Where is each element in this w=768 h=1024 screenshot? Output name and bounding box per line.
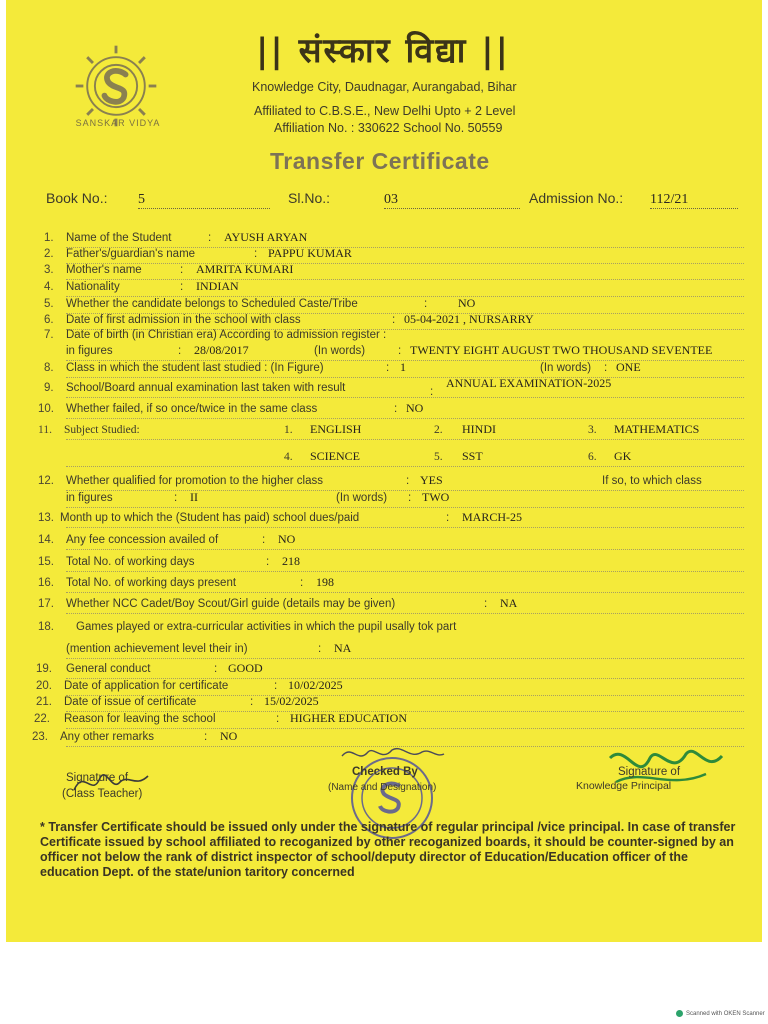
field-row-12: 12. Whether qualified for promotion to the higher class : YES If so, to which class: [6, 475, 762, 491]
field-label: If so, to which class: [602, 475, 702, 487]
field-number: 9.: [44, 382, 54, 394]
admission-no-value: 112/21: [650, 192, 738, 209]
field-row-17: 17. Whether NCC Cadet/Boy Scout/Girl guide (details may be given) : NA: [6, 598, 762, 614]
field-number: 11.: [38, 424, 52, 436]
field-number: 1.: [44, 232, 54, 244]
field-number: 4.: [44, 281, 54, 293]
school-name-hindi: || संस्कार विद्या ||: [256, 31, 510, 71]
field-number: 8.: [44, 362, 54, 374]
subject-number: 2.: [434, 424, 443, 436]
field-row-9: 9. School/Board annual examination last taken with result : ANNUAL EXAMINATION-2025: [6, 382, 762, 398]
dues-paid-value: MARCH-25: [462, 510, 523, 524]
book-no-label: Book No.:: [46, 190, 108, 206]
subject-number: 3.: [588, 424, 597, 436]
admission-no-label: Admission No.:: [529, 190, 624, 206]
field-number: 6.: [44, 314, 54, 326]
class-teacher-caption: (Class Teacher): [62, 788, 143, 800]
field-row-10: 10. Whether failed, if so once/twice in the same class : NO: [6, 403, 762, 419]
field-number: 5.: [44, 298, 54, 310]
sl-no-value: 03: [384, 192, 520, 209]
fee-concession-value: NO: [278, 532, 296, 546]
nationality-value: INDIAN: [196, 279, 239, 293]
working-days-value: 218: [282, 554, 300, 568]
field-number: 7.: [44, 329, 54, 341]
subject-name: MATHEMATICS: [614, 422, 700, 436]
field-label: (In words): [336, 492, 388, 504]
field-label: Class in which the student last studied : (In Figure): [66, 362, 324, 374]
teacher-signature-icon: [70, 762, 160, 802]
field-label: in figures: [66, 492, 113, 504]
field-number: 19.: [36, 663, 52, 675]
field-label: Any fee concession availed of: [66, 534, 219, 546]
field-row-20: 20. Date of application for certificate : 10/02/2025: [6, 680, 762, 696]
field-label: Whether the candidate belongs to Scheduled Caste/Tribe: [66, 298, 358, 310]
book-no-value: 5: [138, 192, 270, 209]
failed-value: NO: [406, 401, 424, 415]
subject-number: 5.: [434, 451, 443, 463]
issue-date-value: 15/02/2025: [264, 694, 319, 708]
certificate-sheet: [6, 0, 762, 942]
field-row-8: 8. Class in which the student last studied : (In Figure) : 1 (In words) : ONE: [6, 362, 762, 378]
exam-result-value: ANNUAL EXAMINATION-2025: [446, 376, 612, 390]
field-label: General conduct: [66, 663, 151, 675]
field-row-6: 6. Date of first admission in the school with class : 05-04-2021 , NURSARRY: [6, 314, 762, 330]
field-label: Games played or extra-curricular activities in which the pupil usally tok part: [76, 621, 457, 633]
last-class-words-value: ONE: [616, 360, 641, 374]
field-row-11b: [6, 451, 762, 467]
field-label: Whether NCC Cadet/Boy Scout/Girl guide (details may be given): [66, 598, 396, 610]
field-row-14: 14. Any fee concession availed of : NO: [6, 534, 762, 550]
field-number: 20.: [36, 680, 52, 692]
field-label: Total No. of working days present: [66, 577, 237, 589]
subject-number: 6.: [588, 451, 597, 463]
field-row-4: 4. Nationality : INDIAN: [6, 281, 762, 297]
principal-signature-label: Signature of: [618, 766, 681, 778]
field-number: 13.: [38, 512, 54, 524]
field-row-16: 16. Total No. of working days present : 198: [6, 577, 762, 593]
field-label: (In words): [314, 345, 366, 357]
field-label: Whether failed, if so once/twice in the same class: [66, 403, 318, 415]
field-number: 22.: [34, 713, 50, 725]
principal-caption: Knowledge Principal: [576, 780, 672, 792]
field-number: 15.: [38, 556, 54, 568]
field-row-3: 3. Mother's name : AMRITA KUMARI: [6, 264, 762, 280]
dob-words-value: TWENTY EIGHT AUGUST TWO THOUSAND SEVENTEE: [410, 343, 713, 357]
subject-number: 4.: [284, 451, 293, 463]
school-address: Knowledge City, Daudnagar, Aurangabad, Bihar: [252, 80, 517, 94]
field-row-13: 13. Month up to which the (Student has paid) school dues/paid : MARCH-25: [6, 512, 762, 528]
other-remarks-value: NO: [220, 729, 238, 743]
field-row-22: 22. Reason for leaving the school : HIGHER EDUCATION: [6, 713, 762, 729]
ncc-value: NA: [500, 596, 518, 610]
field-label: Date of issue of certificate: [64, 696, 197, 708]
subject-name: ENGLISH: [310, 422, 362, 436]
field-row-19: 19. General conduct : GOOD: [6, 663, 762, 679]
field-label: in figures: [66, 345, 113, 357]
scanner-text: Scanned with OKEN Scanner: [686, 1011, 765, 1018]
field-number: 12.: [38, 475, 54, 487]
field-label: School/Board annual examination last taken with result: [66, 382, 346, 394]
field-row-18: [6, 621, 762, 637]
field-number: 21.: [36, 696, 52, 708]
field-number: 3.: [44, 264, 54, 276]
affiliation-line-1: Affiliated to C.B.S.E., New Delhi Upto + 2 Level: [254, 104, 516, 118]
caste-tribe-value: NO: [458, 296, 476, 310]
field-row-1: 1. Name of the Student : AYUSH ARYAN: [6, 232, 762, 248]
logo-caption: SANSKAR VIDYA: [75, 118, 161, 128]
field-row-18b: (mention achievement level their in) : NA: [6, 643, 762, 659]
sl-no-label: Sl.No.:: [288, 190, 331, 206]
subject-name: GK: [614, 449, 632, 463]
field-number: 14.: [38, 534, 54, 546]
days-present-value: 198: [316, 575, 334, 589]
field-row-21: 21. Date of issue of certificate : 15/02/2025: [6, 696, 762, 712]
conduct-value: GOOD: [228, 661, 263, 675]
field-label: (mention achievement level their in): [66, 643, 248, 655]
last-class-figure-value: 1: [400, 360, 406, 374]
page-title: Transfer Certificate: [270, 148, 490, 174]
field-number: 2.: [44, 248, 54, 260]
subject-name: SST: [462, 449, 483, 463]
promotion-class-figures: II: [190, 490, 198, 504]
subject-name: SCIENCE: [310, 449, 361, 463]
affiliation-line-2: Affiliation No. : 330622 School No. 50559: [274, 121, 503, 135]
field-number: 23.: [32, 731, 48, 743]
field-row-15: 15. Total No. of working days : 218: [6, 556, 762, 572]
promotion-value: YES: [420, 473, 443, 487]
field-row-5: 5. Whether the candidate belongs to Scheduled Caste/Tribe : NO: [6, 298, 762, 314]
field-label: Nationality: [66, 281, 120, 293]
leaving-reason-value: HIGHER EDUCATION: [290, 711, 407, 725]
field-label: Total No. of working days: [66, 556, 195, 568]
field-label: (In words): [540, 362, 592, 374]
field-row-2: 2. Father's/guardian's name : PAPPU KUMAR: [6, 248, 762, 264]
subject-name: HINDI: [462, 422, 496, 436]
field-number: 16.: [38, 577, 54, 589]
first-admission-value: 05-04-2021 , NURSARRY: [404, 312, 534, 326]
scanner-watermark: [676, 1010, 765, 1017]
field-label: Name of the Student: [66, 232, 172, 244]
student-name-value: AYUSH ARYAN: [224, 230, 308, 244]
subject-number: 1.: [284, 424, 293, 436]
field-label: Subject Studied:: [64, 424, 140, 436]
field-row-23: 23. Any other remarks : NO: [6, 731, 762, 747]
field-row-11: [6, 424, 762, 440]
footnote-text: * Transfer Certificate should be issued only under the signature of regular principal /vice principal. In case of transfer Certificate issued by school affiliated to recoganized by other recoganized boards, it should be counter-signed by an officer not below the rank of district inspector of school/deputy director of Education/Education officer of the education Dept. of the state/union taritory concerned: [40, 820, 736, 879]
field-label: Date of birth (in Christian era) According to admission register :: [66, 329, 387, 341]
checked-by-caption: (Name and Designation): [328, 782, 437, 793]
field-label: Date of application for certificate: [64, 680, 229, 692]
mother-name-value: AMRITA KUMARI: [196, 262, 294, 276]
class-teacher-signature-label: Signature of: [66, 772, 129, 784]
field-label: Whether qualified for promotion to the higher class: [66, 475, 323, 487]
field-number: 17.: [38, 598, 54, 610]
field-row-7-dob: in figures : 28/08/2017 (In words) : TWENTY EIGHT AUGUST TWO THOUSAND SEVENTEE: [6, 345, 762, 361]
field-number: 18.: [38, 621, 54, 633]
field-row-12b: in figures : II (In words) : TWO: [6, 492, 762, 508]
field-label: Father's/guardian's name: [66, 248, 196, 260]
checked-by-label: Checked By: [352, 766, 418, 778]
promotion-class-words: TWO: [422, 490, 450, 504]
games-value: NA: [334, 641, 352, 655]
application-date-value: 10/02/2025: [288, 678, 343, 692]
field-label: Any other remarks: [60, 731, 154, 743]
field-number: 10.: [38, 403, 54, 415]
field-label: Month up to which the (Student has paid) school dues/paid: [60, 512, 360, 524]
field-label: Date of first admission in the school with class: [66, 314, 301, 326]
scanner-logo-icon: [676, 1010, 683, 1017]
father-name-value: PAPPU KUMAR: [268, 246, 352, 260]
field-label: Reason for leaving the school: [64, 713, 216, 725]
field-label: Mother's name: [66, 264, 142, 276]
dob-figures-value: 28/08/2017: [194, 343, 249, 357]
